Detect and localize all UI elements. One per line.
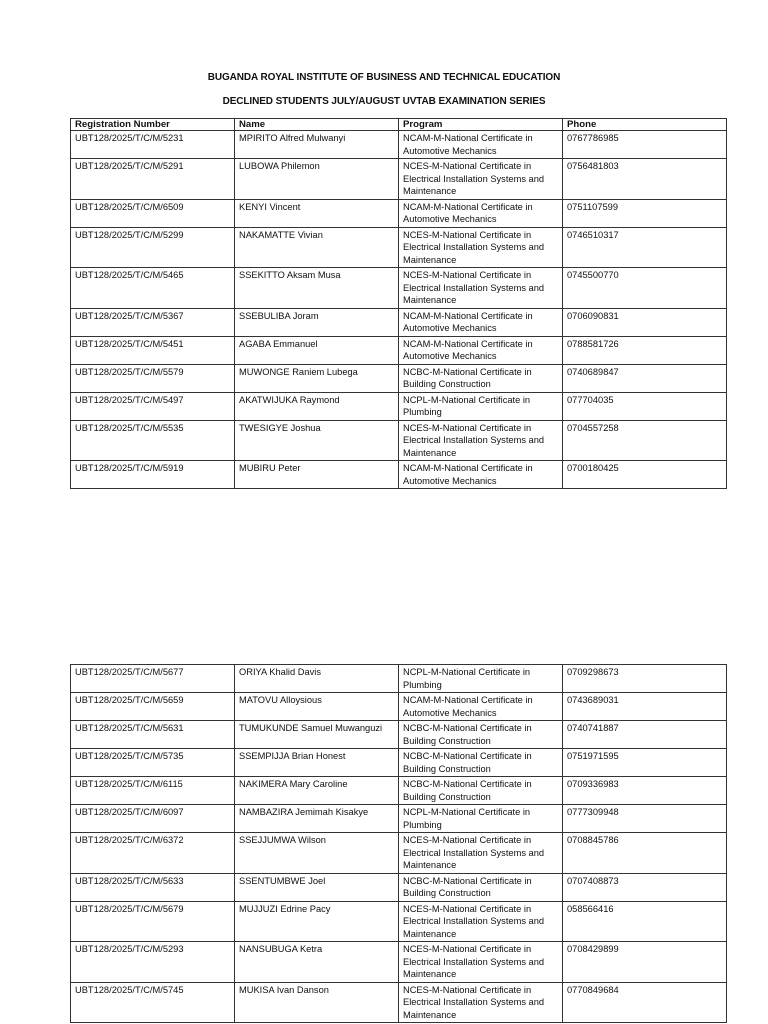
registration-number-cell: UBT128/2025/T/C/M/5299 [71, 227, 235, 268]
phone-cell: 0751107599 [563, 199, 727, 227]
program-cell: NCBC-M-National Certificate in Building Construction [399, 749, 563, 777]
phone-cell: 0740689847 [563, 364, 727, 392]
name-cell: SSEKITTO Aksam Musa [235, 268, 399, 309]
students-table-2 [70, 664, 727, 1023]
table-row [71, 721, 727, 749]
name-cell: MUJJUZI Edrine Pacy [235, 901, 399, 942]
table-row [71, 665, 727, 693]
program-cell: NCES-M-National Certificate in Electrical Installation Systems and Maintenance [399, 833, 563, 874]
phone-cell: 0707408873 [563, 873, 727, 901]
name-cell: TWESIGYE Joshua [235, 420, 399, 461]
students-table-1 [70, 118, 727, 489]
header-name: Name [235, 119, 399, 131]
header-registration-number: Registration Number [71, 119, 235, 131]
program-cell: NCES-M-National Certificate in Electrical Installation Systems and Maintenance [399, 227, 563, 268]
registration-number-cell: UBT128/2025/T/C/M/5677 [71, 665, 235, 693]
phone-cell: 0743689031 [563, 693, 727, 721]
program-cell: NCES-M-National Certificate in Electrical Installation Systems and Maintenance [399, 420, 563, 461]
phone-cell: 0709336983 [563, 777, 727, 805]
phone-cell: 0777309948 [563, 805, 727, 833]
name-cell: MUWONGE Raniem Lubega [235, 364, 399, 392]
registration-number-cell: UBT128/2025/T/C/M/5535 [71, 420, 235, 461]
table-row [71, 833, 727, 874]
program-cell: NCAM-M-National Certificate in Automotive Mechanics [399, 131, 563, 159]
registration-number-cell: UBT128/2025/T/C/M/5293 [71, 942, 235, 983]
phone-cell: 0788581726 [563, 336, 727, 364]
name-cell: ORIYA Khalid Davis [235, 665, 399, 693]
table-row [71, 461, 727, 489]
table-row [71, 873, 727, 901]
program-cell: NCAM-M-National Certificate in Automotive Mechanics [399, 336, 563, 364]
table-row [71, 159, 727, 200]
program-cell: NCPL-M-National Certificate in Plumbing [399, 665, 563, 693]
name-cell: AGABA Emmanuel [235, 336, 399, 364]
table-row [71, 942, 727, 983]
program-cell: NCBC-M-National Certificate in Building Construction [399, 873, 563, 901]
registration-number-cell: UBT128/2025/T/C/M/6509 [71, 199, 235, 227]
table-row [71, 227, 727, 268]
program-cell: NCES-M-National Certificate in Electrical Installation Systems and Maintenance [399, 901, 563, 942]
name-cell: NANSUBUGA Ketra [235, 942, 399, 983]
registration-number-cell: UBT128/2025/T/C/M/5633 [71, 873, 235, 901]
registration-number-cell: UBT128/2025/T/C/M/5465 [71, 268, 235, 309]
table-row [71, 805, 727, 833]
table-body-2 [71, 665, 727, 1023]
registration-number-cell: UBT128/2025/T/C/M/5497 [71, 392, 235, 420]
name-cell: NAKIMERA Mary Caroline [235, 777, 399, 805]
program-cell: NCAM-M-National Certificate in Automotive Mechanics [399, 308, 563, 336]
name-cell: SSEMPIJJA Brian Honest [235, 749, 399, 777]
table-row [71, 199, 727, 227]
registration-number-cell: UBT128/2025/T/C/M/5579 [71, 364, 235, 392]
name-cell: AKATWIJUKA Raymond [235, 392, 399, 420]
institute-title: BUGANDA ROYAL INSTITUTE OF BUSINESS AND TECHNICAL EDUCATION [207, 72, 561, 83]
program-cell: NCAM-M-National Certificate in Automotive Mechanics [399, 199, 563, 227]
program-cell: NCBC-M-National Certificate in Building Construction [399, 364, 563, 392]
registration-number-cell: UBT128/2025/T/C/M/5745 [71, 982, 235, 1023]
phone-cell: 0767786985 [563, 131, 727, 159]
table-row [71, 982, 727, 1023]
table-row [71, 308, 727, 336]
registration-number-cell: UBT128/2025/T/C/M/5291 [71, 159, 235, 200]
program-cell: NCAM-M-National Certificate in Automotive Mechanics [399, 693, 563, 721]
phone-cell: 077704035 [563, 392, 727, 420]
name-cell: LUBOWA Philemon [235, 159, 399, 200]
phone-cell: 0756481803 [563, 159, 727, 200]
table-body-1 [71, 131, 727, 489]
registration-number-cell: UBT128/2025/T/C/M/5451 [71, 336, 235, 364]
registration-number-cell: UBT128/2025/T/C/M/5631 [71, 721, 235, 749]
header-phone: Phone [563, 119, 727, 131]
table-row [71, 268, 727, 309]
registration-number-cell: UBT128/2025/T/C/M/5679 [71, 901, 235, 942]
registration-number-cell: UBT128/2025/T/C/M/6372 [71, 833, 235, 874]
program-cell: NCES-M-National Certificate in Electrical Installation Systems and Maintenance [399, 942, 563, 983]
name-cell: MPIRITO Alfred Mulwanyi [235, 131, 399, 159]
table-row [71, 336, 727, 364]
document-subtitle: DECLINED STUDENTS JULY/AUGUST UVTAB EXAMINATION SERIES [222, 96, 546, 107]
table-row [71, 420, 727, 461]
name-cell: KENYI Vincent [235, 199, 399, 227]
phone-cell: 0708429899 [563, 942, 727, 983]
header-program: Program [399, 119, 563, 131]
name-cell: MUBIRU Peter [235, 461, 399, 489]
program-cell: NCAM-M-National Certificate in Automotive Mechanics [399, 461, 563, 489]
registration-number-cell: UBT128/2025/T/C/M/5231 [71, 131, 235, 159]
table-row [71, 749, 727, 777]
table-row [71, 392, 727, 420]
name-cell: SSEJJUMWA Wilson [235, 833, 399, 874]
program-cell: NCES-M-National Certificate in Electrical Installation Systems and Maintenance [399, 268, 563, 309]
registration-number-cell: UBT128/2025/T/C/M/6097 [71, 805, 235, 833]
registration-number-cell: UBT128/2025/T/C/M/5659 [71, 693, 235, 721]
phone-cell: 0706090831 [563, 308, 727, 336]
program-cell: NCPL-M-National Certificate in Plumbing [399, 805, 563, 833]
table-row [71, 901, 727, 942]
program-cell: NCES-M-National Certificate in Electrical Installation Systems and Maintenance [399, 982, 563, 1023]
table-row [71, 693, 727, 721]
phone-cell: 0708845786 [563, 833, 727, 874]
table-header-row [71, 119, 727, 131]
registration-number-cell: UBT128/2025/T/C/M/5919 [71, 461, 235, 489]
name-cell: SSEBULIBA Joram [235, 308, 399, 336]
program-cell: NCBC-M-National Certificate in Building Construction [399, 777, 563, 805]
registration-number-cell: UBT128/2025/T/C/M/5735 [71, 749, 235, 777]
table-row [71, 131, 727, 159]
phone-cell: 0746510317 [563, 227, 727, 268]
phone-cell: 0751971595 [563, 749, 727, 777]
name-cell: MATOVU Alloysious [235, 693, 399, 721]
phone-cell: 058566416 [563, 901, 727, 942]
name-cell: NAKAMATTE Vivian [235, 227, 399, 268]
name-cell: MUKISA Ivan Danson [235, 982, 399, 1023]
registration-number-cell: UBT128/2025/T/C/M/5367 [71, 308, 235, 336]
table-row [71, 364, 727, 392]
name-cell: NAMBAZIRA Jemimah Kisakye [235, 805, 399, 833]
program-cell: NCES-M-National Certificate in Electrical Installation Systems and Maintenance [399, 159, 563, 200]
phone-cell: 0745500770 [563, 268, 727, 309]
program-cell: NCPL-M-National Certificate in Plumbing [399, 392, 563, 420]
phone-cell: 0709298673 [563, 665, 727, 693]
program-cell: NCBC-M-National Certificate in Building Construction [399, 721, 563, 749]
table-row [71, 777, 727, 805]
phone-cell: 0770849684 [563, 982, 727, 1023]
phone-cell: 0704557258 [563, 420, 727, 461]
phone-cell: 0700180425 [563, 461, 727, 489]
registration-number-cell: UBT128/2025/T/C/M/6115 [71, 777, 235, 805]
phone-cell: 0740741887 [563, 721, 727, 749]
name-cell: SSENTUMBWE Joel [235, 873, 399, 901]
name-cell: TUMUKUNDE Samuel Muwanguzi [235, 721, 399, 749]
